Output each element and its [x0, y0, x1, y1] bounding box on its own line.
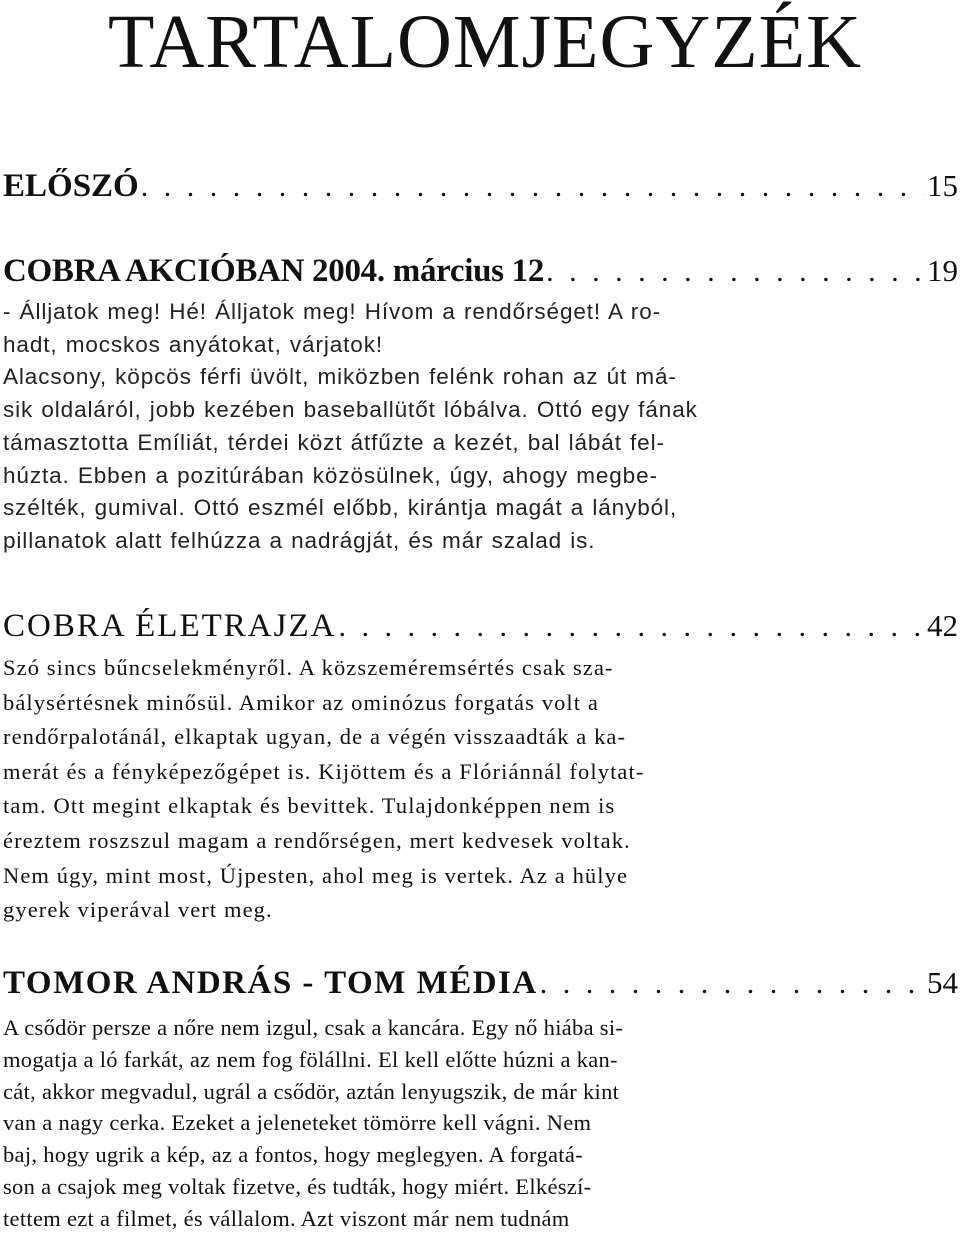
- excerpt-line: - Álljatok meg! Hé! Álljatok meg! Hívom a rendőrséget! A ro-: [3, 299, 661, 324]
- toc-excerpt: [3, 296, 698, 558]
- toc-entry-cobra-eletrajza[interactable]: [3, 608, 958, 645]
- excerpt-line: Szó sincs bűncselekményről. A közszeméremsértés csak sza-: [3, 655, 614, 680]
- excerpt-line: A csődör persze a nőre nem izgul, csak a kancára. Egy nő hiába si-: [3, 1015, 624, 1040]
- excerpt-line: szélték, gumival. Ottó eszmél előbb, kirántja magát a lányból,: [3, 495, 678, 521]
- excerpt-line: támasztotta Emíliát, térdei közt átfűzte a kezét, bal lábát fel-: [3, 429, 665, 455]
- excerpt-line: bálysértésnek minősül. Amikor az ominózus forgatás volt a: [3, 689, 599, 715]
- toc-page-number: 54: [927, 965, 958, 1000]
- excerpt-line: húzta. Ebben a pozitúrában közösülnek, úgy, ahogy megbe-: [3, 462, 658, 488]
- excerpt-line: hadt, mocskos anyátokat, várjatok!: [3, 331, 384, 357]
- toc-page-number: 42: [927, 608, 958, 643]
- excerpt-line: Alacsony, köpcös férfi üvölt, miközben felénk rohan az út má-: [3, 364, 677, 390]
- toc-heading: ELŐSZÓ: [3, 168, 139, 204]
- excerpt-line: gyerek viperával vert meg.: [3, 897, 273, 923]
- excerpt-line: van a nagy cerka. Ezeket a jeleneteket tömörre kell vágni. Nem: [3, 1110, 592, 1136]
- toc-heading: TOMOR ANDRÁS - TOM MÉDIA: [3, 965, 538, 1001]
- excerpt-line: rendőrpalotánál, elkaptak ugyan, de a végén visszaadták a ka-: [3, 724, 627, 750]
- toc-entry-tomor-andras[interactable]: [3, 965, 958, 1002]
- dot-leader: [544, 255, 925, 289]
- toc-heading: COBRA ÉLETRAJZA: [3, 608, 337, 644]
- toc-entry-eloszo[interactable]: [3, 168, 958, 205]
- toc-heading: COBRA AKCIÓBAN 2004. március 12: [3, 253, 545, 289]
- excerpt-line: cát, akkor megvadul, ugrál a csődör, aztán lenyugszik, de már kint: [3, 1078, 620, 1104]
- excerpt-line: son a csajok meg voltak fizetve, és tudták, hogy miért. Elkészí-: [3, 1173, 592, 1199]
- dot-leader: [538, 967, 925, 1001]
- toc-page-number: 19: [927, 253, 958, 288]
- toc-page-number: 15: [927, 168, 958, 203]
- excerpt-line: pillanatok alatt felhúzza a nadrágját, és már szalad is.: [3, 527, 596, 553]
- toc-excerpt: [3, 1012, 623, 1235]
- excerpt-line: éreztem roszszul magam a rendőrségen, mert kedvesek voltak.: [3, 827, 631, 853]
- toc-excerpt: [3, 651, 644, 928]
- excerpt-line: mogatja a ló farkát, az nem fog fölállni. El kell előtte húzni a kan-: [3, 1046, 618, 1072]
- excerpt-line: sik oldaláról, jobb kezében baseballütőt lóbálva. Ottó egy fának: [3, 397, 698, 423]
- dot-leader: [139, 170, 925, 204]
- excerpt-line: merát és a fényképezőgépet is. Kijöttem és a Flóriánnál folytat-: [3, 758, 645, 784]
- dot-leader: [336, 610, 925, 644]
- excerpt-line: baj, hogy ugrik a kép, az a fontos, hogy meglegyen. A forgatá-: [3, 1142, 583, 1168]
- toc-entry-cobra-akcioban[interactable]: [3, 253, 958, 290]
- excerpt-line: tettem ezt a filmet, és vállalom. Azt viszont már nem tudnám: [3, 1205, 570, 1231]
- excerpt-line: Nem úgy, mint most, Újpesten, ahol meg is vertek. Az a hülye: [3, 862, 629, 888]
- page-title: TARTALOMJEGYZÉK: [108, 0, 862, 84]
- excerpt-line: tam. Ott megint elkaptak és bevittek. Tulajdonképpen nem is: [3, 793, 616, 819]
